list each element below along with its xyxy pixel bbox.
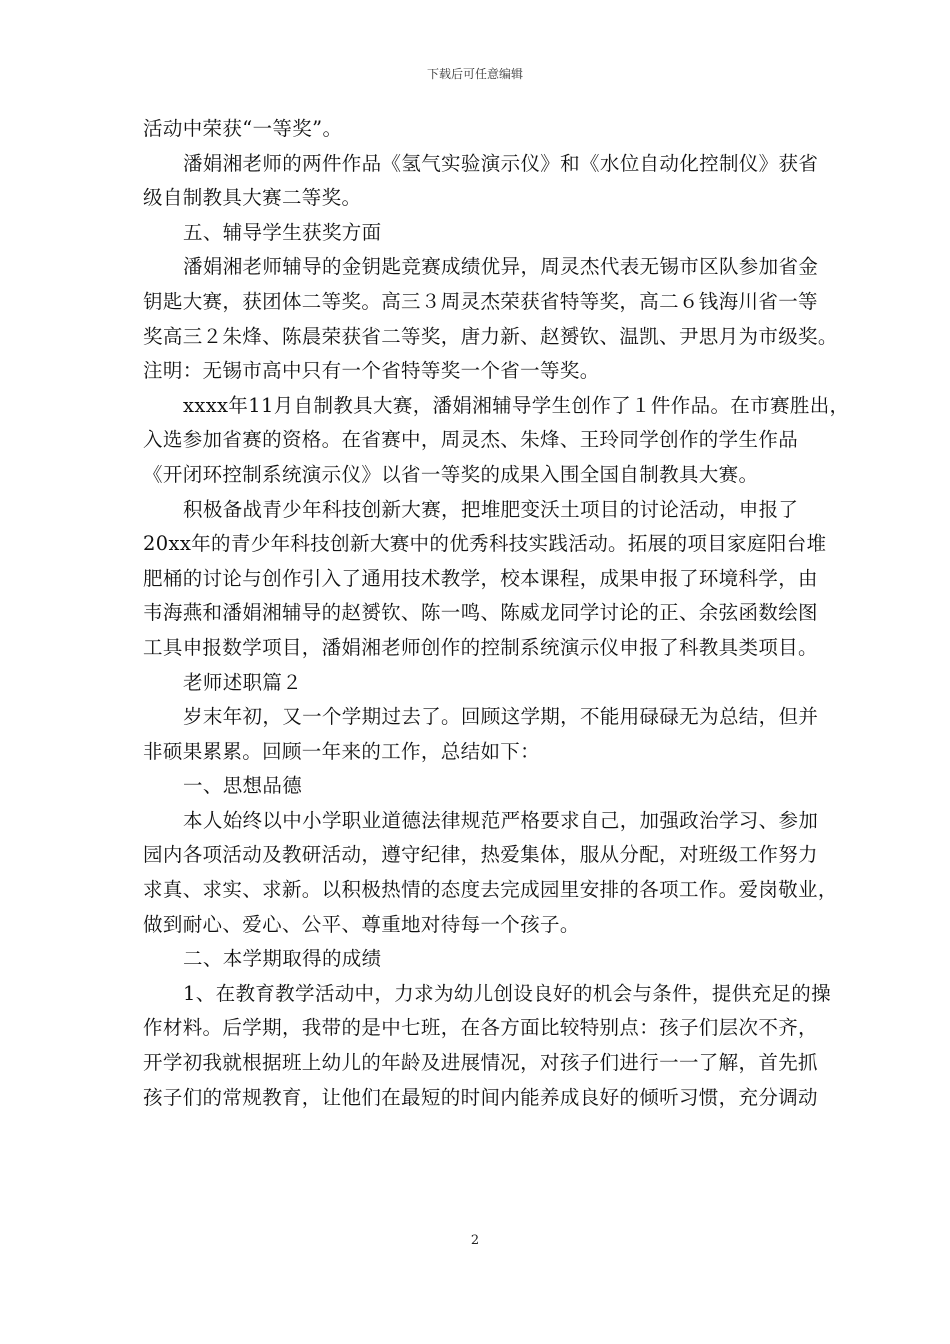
text-line: 求真、求实、求新。以积极热情的态度去完成园里安排的各项工作。爱岗敬业， <box>143 878 838 902</box>
text-line: 韦海燕和潘娟湘辅导的赵赟钦、陈一鸣、陈威龙同学讨论的正、余弦函数绘图 <box>143 601 818 625</box>
text-line: 1、在教育教学活动中，力求为幼儿创设良好的机会与条件，提供充足的操 <box>183 981 831 1005</box>
text-line: 级自制教具大赛二等奖。 <box>143 186 362 210</box>
header-note: 下载后可任意编辑 <box>426 67 523 81</box>
section-heading <box>143 216 833 251</box>
text-line: 开学初我就根据班上幼儿的年龄及进展情况，对孩子们进行一一了解，首先抓 <box>143 1051 818 1075</box>
text-line: 20xx年的青少年科技创新大赛中的优秀科技实践活动。拓展的项目家庭阳台堆 <box>143 532 827 556</box>
text-line: 积极备战青少年科技创新大赛，把堆肥变沃土项目的讨论活动，申报了 <box>183 497 799 521</box>
text-line: 《开闭环控制系统演示仪》以省一等奖的成果入围全国自制教具大赛。 <box>143 462 759 486</box>
paragraph <box>143 700 833 769</box>
text-line: 潘娟湘老师的两件作品《氢气实验演示仪》和《水位自动化控制仪》获省 <box>183 151 819 175</box>
text-line: 注明：无锡市高中只有一个省特等奖一个省一等奖。 <box>143 359 600 383</box>
text-line: 园内各项活动及教研活动，遵守纪律，热爱集体，服从分配，对班级工作努力 <box>143 843 818 867</box>
text-line: 工具申报数学项目，潘娟湘老师创作的控制系统演示仪申报了科教具类项目。 <box>143 635 818 659</box>
text-line: 肥桶的讨论与创作引入了通用技术教学，校本课程，成果申报了环境科学，由 <box>143 566 818 590</box>
section-heading <box>143 769 833 804</box>
text-line: xxxx年11月自制教具大赛，潘娟湘辅导学生创作了１件作品。在市赛胜出， <box>183 393 850 417</box>
text-line: 五、辅导学生获奖方面 <box>183 220 382 244</box>
body-text <box>143 112 850 1115</box>
text-line: 非硕果累累。回顾一年来的工作，总结如下： <box>143 739 541 763</box>
paragraph <box>143 804 838 942</box>
text-line: 孩子们的常规教育，让他们在最短的时间内能养成良好的倾听习惯，充分调动 <box>143 1085 818 1109</box>
text-line: 二、本学期取得的成绩 <box>183 947 382 971</box>
text-line: 本人始终以中小学职业道德法律规范严格要求自己，加强政治学习、参加 <box>183 808 819 832</box>
paragraph <box>143 112 833 147</box>
paragraph <box>143 147 833 216</box>
section-heading <box>143 666 833 701</box>
text-line: 活动中荣获“一等奖”。 <box>143 117 343 140</box>
paragraph <box>143 493 833 666</box>
text-line: 岁末年初，又一个学期过去了。回顾这学期，不能用碌碌无为总结，但并 <box>183 705 819 729</box>
text-line: 入选参加省赛的资格。在省赛中，周灵杰、朱烽、王玲同学创作的学生作品 <box>143 428 799 452</box>
text-line: 作材料。后学期，我带的是中七班，在各方面比较特别点：孩子们层次不齐， <box>143 1016 818 1040</box>
paragraph <box>143 389 850 493</box>
text-line: 老师述职篇２ <box>183 670 303 694</box>
text-line: 一、思想品德 <box>183 774 303 798</box>
text-line: 钥匙大赛，获团体二等奖。高三３周灵杰荣获省特等奖，高二６钱海川省一等 <box>143 289 818 313</box>
paragraph <box>143 977 833 1115</box>
text-line: 奖高三２朱烽、陈晨荣获省二等奖，唐力新、赵赟钦、温凯、尹思月为市级奖。 <box>143 324 838 348</box>
paragraph <box>143 250 838 388</box>
section-heading <box>143 942 833 977</box>
text-line: 做到耐心、爱心、公平、尊重地对待每一个孩子。 <box>143 912 580 936</box>
page-number: 2 <box>470 1233 480 1248</box>
text-line: 潘娟湘老师辅导的金钥匙竞赛成绩优异，周灵杰代表无锡市区队参加省金 <box>183 255 819 279</box>
